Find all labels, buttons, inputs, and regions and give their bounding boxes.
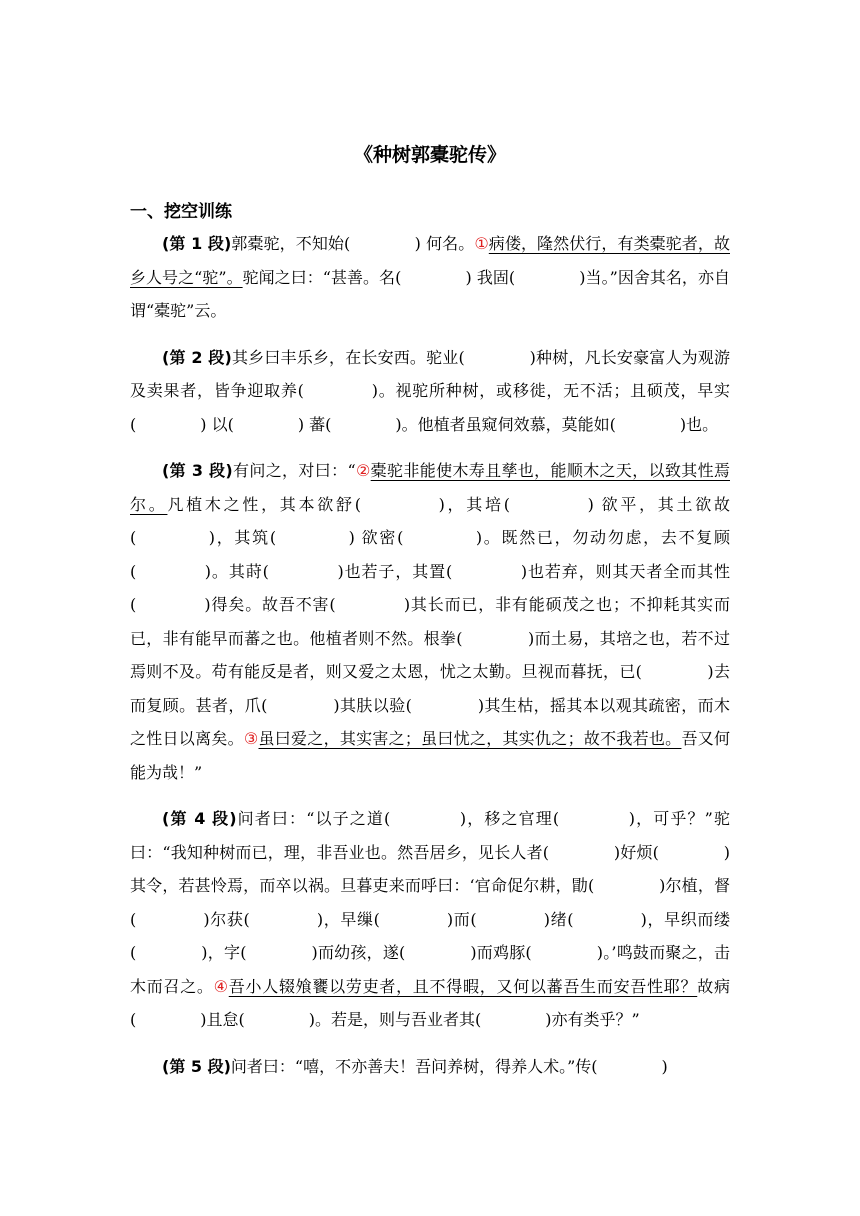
paragraph-label: (第 5 段)	[162, 1056, 231, 1076]
underlined-sentence: 吾小人辍飧饔以劳吏者，且不得暇，又何以蕃吾生而安吾性耶？	[228, 976, 698, 996]
text-segment: 问者曰：“以子之道( )，移之官理( )，可乎？”驼曰：“我知种树而已，理，非吾业也。然吾居乡，见长人者( )好烦( )其令，若甚怜焉，而卒以祸。旦暮吏来而呼曰：‘官命促尔耕，勖( )尔植，督( )尔获( )，早缫( )而( )绪( )，早织而缕( )，字( )而幼孩，遂( )而鸡豚( )。’鸣鼓而聚之，击木而召之。	[130, 809, 730, 996]
text-segment: 郭橐驼，不知始( ) 何名。	[231, 234, 475, 253]
paragraph-4	[130, 802, 730, 1037]
text-segment: 故病( )且怠( )。若是，则与吾业者其( )亦有类乎？”	[130, 976, 730, 1029]
text-segment: 其乡曰丰乐乡，在长安西。驼业( )种树，凡长安豪富人为观游及卖果者，皆争迎取养( )。视驼所种树，或移徙，无不活；且硕茂，早实( ) 以( ) 蕃( )。他植者虽窥伺效慕，莫能如( )也。	[130, 347, 730, 434]
paragraph-label: (第 4 段)	[162, 809, 237, 828]
paragraph-2	[130, 341, 730, 442]
text-segment: 问者曰：“嘻，不亦善夫！吾问养树，得养人术。”传( )	[230, 1056, 668, 1076]
document-title: 《种树郭橐驼传》	[353, 144, 506, 166]
text-segment: 驼闻之曰：“甚善。名( ) 我固( )当。”因舍其名，亦自谓“橐驼”云。	[130, 267, 730, 320]
question-number-2: ②	[355, 461, 371, 480]
text-segment: 凡植木之性，其本欲舒( )，其培( ) 欲平，其土欲故( )，其筑( ) 欲密( )。既然已，勿动勿虑，去不复顾( )。其莳( )也若子，其置( )也若弃，则其天者全而其性( )得矣。故吾不害( )其长而已，非有能硕茂之也；不抑耗其实而已，非有能早而蕃之也。他植者则不然。根拳( )而土易，其培之也，若不过焉则不及。苟有能反是者，则又爱之太恩，忧之太勤。旦视而暮抚，已( )去而复顾。甚者，爪( )其肤以验( )其生枯，摇其本以观其疏密，而木之性日以离矣。	[130, 494, 730, 748]
paragraph-3	[130, 454, 730, 789]
text-segment: 有问之，对曰：“	[232, 461, 356, 480]
paragraph-1	[130, 227, 730, 328]
paragraph-label: (第 1 段)	[162, 234, 232, 253]
text-segment: 吾又何能为哉！”	[130, 729, 730, 782]
paragraph-5	[130, 1050, 730, 1084]
paragraph-label: (第 2 段)	[162, 347, 232, 367]
section-heading: 一、挖空训练	[130, 202, 232, 222]
paragraph-label: (第 3 段)	[162, 461, 233, 480]
question-number-1: ①	[474, 234, 489, 253]
underlined-sentence: 虽曰爱之，其实害之；虽曰忧之，其实仇之；故不我若也。	[258, 729, 682, 748]
underlined-sentence: 橐驼非能使木寿且孳也，能顺木之天，以致其性焉尔。	[130, 461, 730, 514]
underlined-sentence: 病偻，隆然伏行，有类橐驼者，故乡人号之“驼”。	[130, 234, 730, 287]
question-number-3: ③	[243, 729, 259, 748]
question-number-4: ④	[213, 976, 229, 996]
document-body	[130, 227, 730, 1083]
